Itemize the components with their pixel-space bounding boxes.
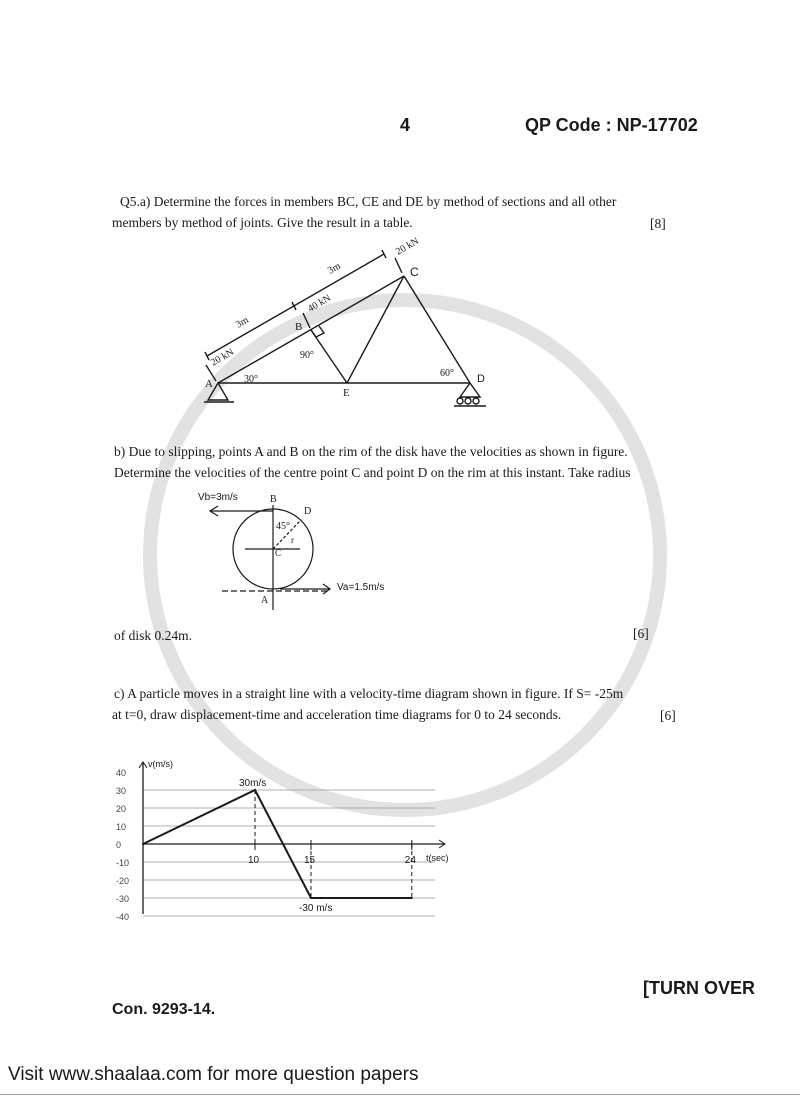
dim-ab-label: 3m xyxy=(234,314,251,331)
con-code: Con. 9293-14. xyxy=(112,1001,216,1018)
point-d-label: D xyxy=(304,506,312,517)
x-tick-label: 15 xyxy=(304,855,316,866)
node-c-label: C xyxy=(410,265,419,279)
radius-label: r xyxy=(291,535,294,545)
x-axis-label: t(sec) xyxy=(426,853,449,863)
point-b-label: B xyxy=(270,494,277,505)
x-tick-label: 10 xyxy=(248,855,260,866)
q5a-text-line1: Q5.a) Determine the forces in members BC, CE and DE by method of sections and all other xyxy=(120,194,617,209)
load-a-label: 20 kN xyxy=(209,346,236,369)
vb-label: Vb=3m/s xyxy=(198,492,238,503)
node-d-label: D xyxy=(477,373,485,385)
page-number: 4 xyxy=(400,115,411,135)
visit-link[interactable]: Visit www.shaalaa.com for more question papers xyxy=(8,1064,419,1085)
load-c-label: 20 kN xyxy=(394,235,421,258)
y-tick-label: 0 xyxy=(116,840,122,850)
q5b-text-line2: Determine the velocities of the centre point C and point D on the rim at this instant. Take radius xyxy=(114,465,631,480)
point-c-label: C xyxy=(275,548,282,558)
x-tick-label: 24 xyxy=(404,855,416,866)
angle-b-label: 90° xyxy=(300,350,314,361)
q5a-marks: [8] xyxy=(650,216,666,231)
q5b-marks: [6] xyxy=(633,626,649,641)
data-point xyxy=(254,789,256,791)
y-tick-label: -20 xyxy=(116,876,130,886)
load-b-label: 40 kN xyxy=(306,292,333,315)
annotation-peak: 30m/s xyxy=(239,778,267,789)
data-point xyxy=(142,843,144,845)
bottom-divider xyxy=(0,1094,800,1095)
point-a-label: A xyxy=(261,595,269,606)
y-tick-label: -10 xyxy=(116,858,130,868)
q5b-text-line1: b) Due to slipping, points A and B on the rim of the disk have the velocities as shown in figure. xyxy=(114,444,628,459)
data-point xyxy=(310,897,312,899)
node-e-label: E xyxy=(343,387,350,399)
q5c-text-line1: c) A particle moves in a straight line with a velocity-time diagram shown in figure. If S= -25m xyxy=(114,686,624,701)
va-label: Va=1.5m/s xyxy=(337,582,385,593)
dim-bc-label: 3m xyxy=(326,260,343,277)
data-point xyxy=(411,897,413,899)
y-tick-label: 10 xyxy=(116,822,127,832)
qp-code: QP Code : NP-17702 xyxy=(525,115,698,135)
q5b-text-line3: of disk 0.24m. xyxy=(114,628,193,643)
angle-d-label: 60° xyxy=(440,368,454,379)
node-b-label: B xyxy=(295,321,303,333)
angle-a-label: 30° xyxy=(244,374,258,385)
angle-45-label: 45° xyxy=(276,521,290,532)
q5c-marks: [6] xyxy=(660,708,676,723)
q5c-text-line2: at t=0, draw displacement-time and acceleration time diagrams for 0 to 24 seconds. xyxy=(112,707,562,722)
y-tick-label: 40 xyxy=(116,768,127,778)
q5a-text-line2: members by method of joints. Give the result in a table. xyxy=(112,215,413,230)
node-a-label: A xyxy=(205,378,213,390)
turn-over: [TURN OVER xyxy=(643,978,755,998)
y-tick-label: -40 xyxy=(116,912,130,922)
y-tick-label: -30 xyxy=(116,894,130,904)
y-tick-label: 30 xyxy=(116,786,127,796)
y-tick-label: 20 xyxy=(116,804,127,814)
annotation-min: -30 m/s xyxy=(299,903,333,914)
y-axis-label: v(m/s) xyxy=(148,759,173,769)
